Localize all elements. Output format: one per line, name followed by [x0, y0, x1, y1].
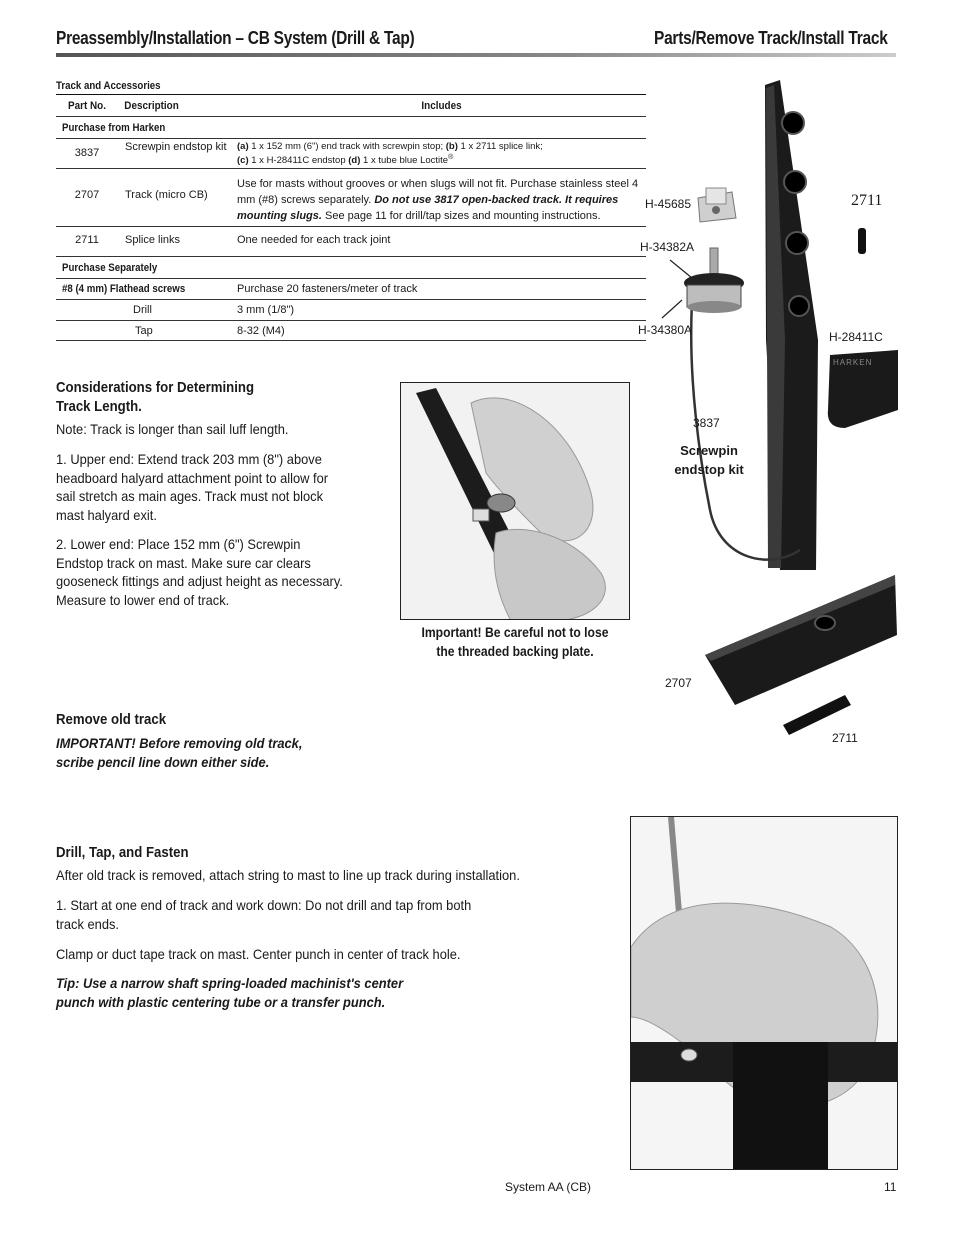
col-part-no: Part No.: [68, 99, 106, 112]
drill-tip: Tip: Use a narrow shaft spring-loaded machinist's center punch with plastic centering tube or a transfer punch.: [56, 975, 404, 1010]
photo-center-punch: [630, 816, 898, 1170]
label-h28411c: H-28411C: [829, 330, 883, 344]
backing-plate-h45685: [698, 188, 736, 222]
remove-heading: Remove old track: [56, 711, 167, 728]
label-screwpin-kit: Screwpin endstop kit: [674, 443, 744, 477]
drill-intro: After old track is removed, attach string to mast to line up track during installation.: [56, 867, 520, 883]
cell-desc: Splice links: [125, 234, 181, 246]
label-3837: 3837: [693, 416, 720, 430]
cell-part: 3837: [74, 147, 100, 159]
page-title: Preassembly/Installation – CB System (Drill & Tap): [56, 28, 415, 48]
tap-label: Tap: [135, 324, 153, 337]
col-includes: Includes: [421, 99, 462, 112]
table-row: [56, 278, 646, 299]
cell-includes: (a) 1 x 152 mm (6") end track with screwpin stop; (b) 1 x 2711 splice link; (c) 1 x H-28411C endstop (d) 1 x tube blue Loctite®: [237, 141, 543, 167]
track-hole: [789, 296, 809, 316]
cell-part: 2707: [74, 189, 100, 201]
section-title: Parts/Remove Track/Install Track: [654, 28, 888, 48]
label-2711-bottom: 2711: [832, 731, 858, 745]
parts-table: [56, 78, 646, 341]
header-rule: [56, 53, 896, 57]
table-caption: Track and Accessories: [56, 80, 161, 92]
remove-note: IMPORTANT! Before removing old track, scribe pencil line down either side.: [56, 735, 303, 770]
section-purchase-harken: Purchase from Harken: [56, 116, 646, 138]
label-h34382a: H-34382A: [640, 240, 695, 254]
table-header-row: [56, 94, 646, 116]
drill-step-1: 1. Start at one end of track and work down: Do not drill and tap from both track ends.: [56, 897, 472, 932]
track-hole: [782, 112, 804, 134]
section-purchase-separately: Purchase Separately: [56, 256, 646, 278]
label-h34380a: H-34380A: [638, 323, 693, 337]
endstop-stamp: HARKEN: [833, 358, 873, 367]
screws-label: #8 (4 mm) Flathead screws: [62, 283, 186, 295]
label-2711-top: 2711: [851, 192, 883, 209]
screws-includes: Purchase 20 fasteners/meter of track: [237, 283, 418, 295]
splice-link-2711: [783, 695, 851, 735]
table-row: [56, 320, 646, 341]
cell-part: 2711: [75, 234, 99, 246]
cell-desc: Screwpin endstop kit: [125, 141, 227, 153]
screwpin-h34380a: [684, 248, 744, 313]
cell-includes: One needed for each track joint: [237, 234, 391, 246]
col-description: Description: [124, 99, 179, 112]
drill-heading: Drill, Tap, and Fasten: [56, 844, 189, 861]
photo1-caption: Important! Be careful not to lose the threaded backing plate.: [421, 625, 609, 659]
splice-link-icon: [858, 228, 866, 254]
table-row: [56, 299, 646, 320]
photo-backing-plate: [400, 382, 630, 620]
table-row: [56, 168, 646, 226]
considerations-heading: Considerations for Determining Track Length.: [56, 379, 255, 415]
label-2707: 2707: [665, 676, 692, 690]
considerations-upper-end: 1. Upper end: Extend track 203 mm (8") above headboard halyard attachment point to allow for sail stretch as main ages. Track must not block mast halyard exit.: [56, 451, 329, 523]
drill-value: 3 mm (1/8"): [237, 304, 295, 316]
tap-value: 8-32 (M4): [237, 324, 285, 337]
drill-label: Drill: [133, 304, 152, 316]
drill-clamp: Clamp or duct tape track on mast. Center punch in center of track hole.: [56, 946, 461, 962]
footer-system: System AA (CB): [505, 1180, 592, 1194]
cell-desc: Track (micro CB): [125, 189, 208, 201]
track-splice-illustration: [705, 575, 900, 745]
track-hole: [784, 171, 806, 193]
label-h45685: H-45685: [645, 197, 692, 211]
considerations-lower-end: 2. Lower end: Place 152 mm (6") Screwpin Endstop track on mast. Make sure car clears gooseneck fittings and adjust height as necessary. Measure to lower end of track.: [56, 536, 343, 608]
track-hole: [786, 232, 808, 254]
considerations-note: Note: Track is longer than sail luff length.: [56, 421, 289, 437]
page-number: 11: [884, 1180, 897, 1194]
cell-includes: Use for masts without grooves or when slugs will not fit. Purchase stainless steel 4 mm (#8) screws separately. Do not use 3817 open-backed track. It requires mounting slugs. See page 11 for drill/tap sizes and mounting instructions.: [237, 178, 639, 222]
table-row: [56, 138, 646, 168]
table-row: [56, 226, 646, 256]
